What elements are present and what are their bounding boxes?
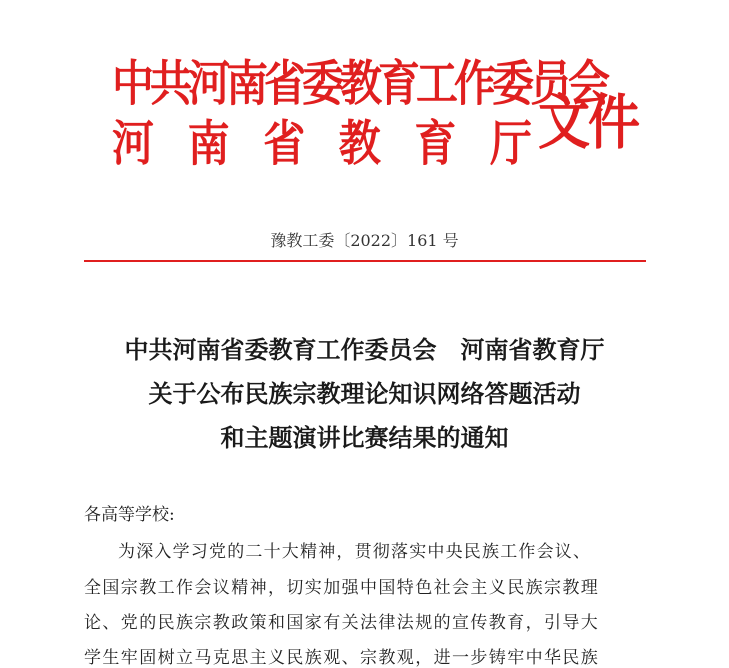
org2-char: 育 — [414, 115, 457, 172]
issuing-org-line-2 — [112, 106, 532, 175]
org2-char: 河 — [112, 115, 155, 172]
red-divider-line — [84, 260, 646, 262]
body-line-4: 学生牢固树立马克思主义民族观、宗教观，进一步铸牢中华民族 — [84, 648, 600, 668]
title-line-2: 关于公布民族宗教理论知识网络答题活动 — [148, 379, 581, 408]
body-line-3: 论、党的民族宗教政策和国家有关法律法规的宣传教育，引导大 — [84, 613, 600, 633]
org2-char: 教 — [338, 115, 381, 172]
title-line-3: 和主题演讲比赛结果的通知 — [220, 423, 509, 452]
document-word: 文件 — [538, 87, 639, 158]
title-line-1: 中共河南省委教育工作委员会 河南省教育厅 — [124, 335, 605, 364]
document-number: 豫教工委〔2022〕161 号 — [270, 231, 459, 250]
body-line-2: 全国宗教工作会议精神，切实加强中国特色社会主义民族宗教理 — [84, 578, 600, 598]
org2-char: 南 — [187, 115, 230, 172]
salutation: 各高等学校: — [84, 505, 175, 525]
org2-char: 省 — [263, 115, 306, 172]
body-line-1: 为深入学习党的二十大精神，贯彻落实中央民族工作会议、 — [118, 542, 592, 562]
issuing-org-line-1: 中共河南省委教育工作委员会 — [112, 55, 607, 112]
org2-char: 厅 — [489, 115, 532, 172]
